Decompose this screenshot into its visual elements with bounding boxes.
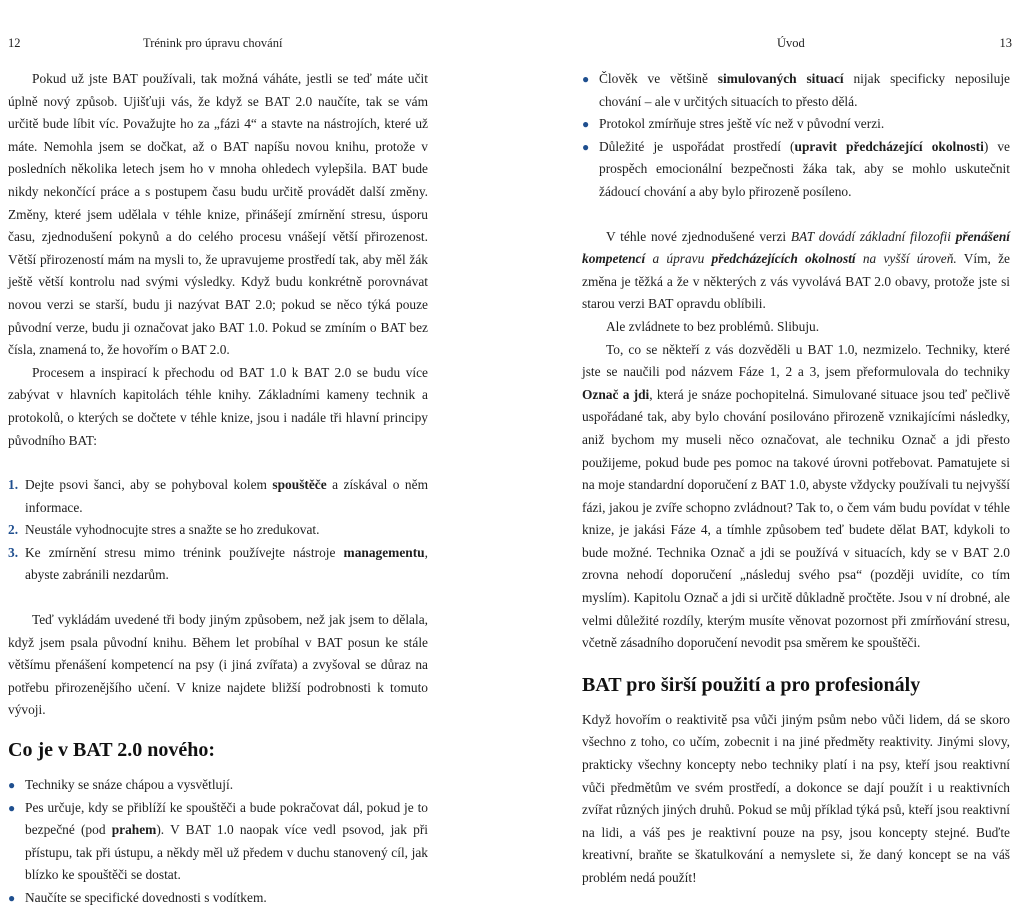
list-item: ● Důležité je uspořádat prostředí (upravit předcházející okolnosti) ve prospěch emocionální bezpečnosti žáka tak, aby se mohlo uskutečnit žádoucí chování a aby bylo přirozeně posíleno. bbox=[582, 136, 1010, 204]
list-item: 2. Neustále vyhodnocujte stres a snažte se ho zredukovat. bbox=[8, 519, 428, 542]
running-head: Úvod bbox=[777, 36, 805, 50]
left-body bbox=[8, 68, 428, 910]
list-item: 3. Ke zmírnění stresu mimo trénink používejte nástroje managementu, abyste zabránili nezdarům. bbox=[8, 542, 428, 587]
list-number: 1. bbox=[8, 477, 19, 493]
list-item: 1. Dejte psovi šanci, aby se pohyboval kolem spouštěče a získával o něm informace. bbox=[8, 474, 428, 519]
paragraph: Když hovořím o reaktivitě psa vůči jiným psům nebo vůči lidem, dá se skoro všechno z toho, co učím, zobecnit i na jiné předměty reaktivity. Jinými slovy, prakticky všechny koncepty nebo techniky platí i na psy, kteří jsou reaktivní vůči předmětům ve svém prostředí, a dokonce se dají použít i u reaktivních zvířat různých jiných druhů. Pokud se můj příklad týká psů, kteří jsou reaktivní na lidi, a váš pes je reaktivní pouze na psy, jsou koncepty stejné. Buďte kreativní, braňte se škatulkování a nemyslete si, že daný koncept se na váš problém nedá použít! bbox=[582, 711, 1010, 885]
page-number: 12 bbox=[8, 36, 21, 50]
paragraph: To, co se někteří z vás dozvěděli u BAT 1.0, nezmizelo. Techniky, které jste se naučili pod názvem Fáze 1, 2 a 3, jsem přeformulovala do techniky Označ a jdi, která je snáze pochopitelná. Simulované situace jsou teď pečlivě uspořádané tak, aby bylo chování posilováno přirozeně vznikajícími následky, aniž bychom my museli něco označovat, ale techniku Označ a jdi přesto použijeme, pokud bude pes pomoc na takové úrovni potřebovat. Pamatujete si na moje standardní doporučení z BAT 1.0, abyste vždycky používali tu nejvyšší fázi, jakou je zvíře schopno zvládnout? Tak to, o čem vám budu povídat v téhle knize, je jakási Fáze 4, a tímhle způsobem teď budete dělat BAT, kdykoli to bude možné. Technika Označ a jdi se používá v situacích, kdy se v BAT 2.0 zrovna nehodí doporučení „následuj svého psa“ (později uvidíte, co tím myslím). Kapitolu Označ a jdi si určitě důkladně pročtěte. Jsou v ní drobné, ale velmi důležité rozdíly, kterým musíte věnovat pozornost při zmírňování stresu, včetně zásadního doporučení nevodit psa směrem ke spouštěči. bbox=[582, 341, 1011, 651]
bullet-list bbox=[8, 774, 428, 910]
list-number: 3. bbox=[8, 544, 19, 560]
paragraph: Teď vykládám uvedené tři body jiným způsobem, než jak jsem to dělala, když jsem psala původní knihu. Během let probíhal v BAT posun ke stále většímu přenášení kompetencí na psy (i jiná zvířata) a zvyšoval se důraz na potřebu přirozenějšího učení. V knize najdete bližší podrobnosti k tomuto vývoji. bbox=[8, 612, 428, 718]
left-page bbox=[0, 0, 512, 905]
list-item: ● Protokol zmírňuje stres ještě víc než v původní verzi. bbox=[582, 113, 1010, 136]
list-item: ● Techniky se snáze chápou a vysvětlují. bbox=[8, 774, 428, 797]
section-heading: BAT pro širší použití a pro profesionály bbox=[582, 673, 921, 696]
bullet-icon: ● bbox=[8, 891, 16, 905]
paragraph: V téhle nové zjednodušené verzi BAT dovádí základní filozofii přenášení kompetencí a úpravu předcházejících okolností na vyšší úroveň. Vím, že změna je těžká a že v některých z vás vyvolává BAT 2.0 obavy, protože jste si starou verzi BAT opravdu oblíbili. bbox=[582, 228, 1011, 312]
list-item: ● Pes určuje, kdy se přiblíží ke spouštěči a bude pokračovat dál, pokud je to bezpečné (pod prahem). V BAT 1.0 naopak více vedl psovod, jak při přístupu, tak při ústupu, a někdy měl už předem v duchu stanovený cíl, jak blízko ke spouštěči se dostat. bbox=[8, 797, 428, 887]
paragraph: Procesem a inspirací k přechodu od BAT 1.0 k BAT 2.0 se budu více zabývat v hlavních kapitolách téhle knihy. Základními kameny technik a protokolů, o kterých se dočtete v téhle knize, jsou i nadále tři hlavní principy původního BAT: bbox=[8, 364, 428, 448]
numbered-list bbox=[8, 474, 428, 587]
list-number: 2. bbox=[8, 522, 19, 538]
bullet-list bbox=[582, 68, 1010, 204]
page-number: 13 bbox=[999, 36, 1012, 50]
running-head: Trénink pro úpravu chování bbox=[143, 36, 283, 50]
bullet-icon: ● bbox=[582, 139, 590, 154]
bullet-icon: ● bbox=[582, 117, 590, 132]
paragraph: Pokud už jste BAT používali, tak možná váháte, jestli se teď máte učit úplně nový způsob. Ujišťuji vás, že když se BAT 2.0 naučíte, tak se vám určitě bude líbit víc. Považujte ho za „fázi 4“ a stavte na nástrojích, které už máte. Nemohla jsem se dočkat, až o BAT napíšu novou knihu, protože v posledních několika letech jsem ho v mnoha ohledech vylepšila. BAT bude nikdy nekončící práce a s postupem času budu určitě provádět další změny. Změny, které jsem udělala v téhle knize, přinášejí zmírnění stresu, úsporu času, zjednodušení pokynů a do celého procesu vnášejí větší přirozenost. Větší přirozeností mám na mysli to, že upravujeme prostředí tak, aby měl žák ještě větší kontrolu nad svými výsledky. Když budu konkrétně porovnávat novou verzi se starší, budu ji nazývat BAT 2.0; pokud se něco týká pouze původní verze, budu ji označovat jako BAT 1.0. Pokud se zmíním o BAT bez čísla, znamená to, že hovořím o BAT 2.0. bbox=[8, 71, 428, 358]
right-body bbox=[582, 68, 1010, 890]
list-item: ● Člověk ve většině simulovaných situací nijak specificky neposiluje chování – ale v určitých situacích to přesto dělá. bbox=[582, 68, 1010, 113]
list-item: ● Naučíte se specifické dovednosti s vodítkem. bbox=[8, 887, 428, 910]
bullet-icon: ● bbox=[582, 72, 590, 86]
bullet-icon: ● bbox=[8, 778, 16, 793]
bullet-icon: ● bbox=[8, 800, 16, 815]
section-heading: Co je v BAT 2.0 nového: bbox=[8, 739, 216, 762]
paragraph: Ale zvládnete to bez problémů. Slibuju. bbox=[606, 318, 820, 334]
right-page bbox=[512, 0, 1024, 885]
